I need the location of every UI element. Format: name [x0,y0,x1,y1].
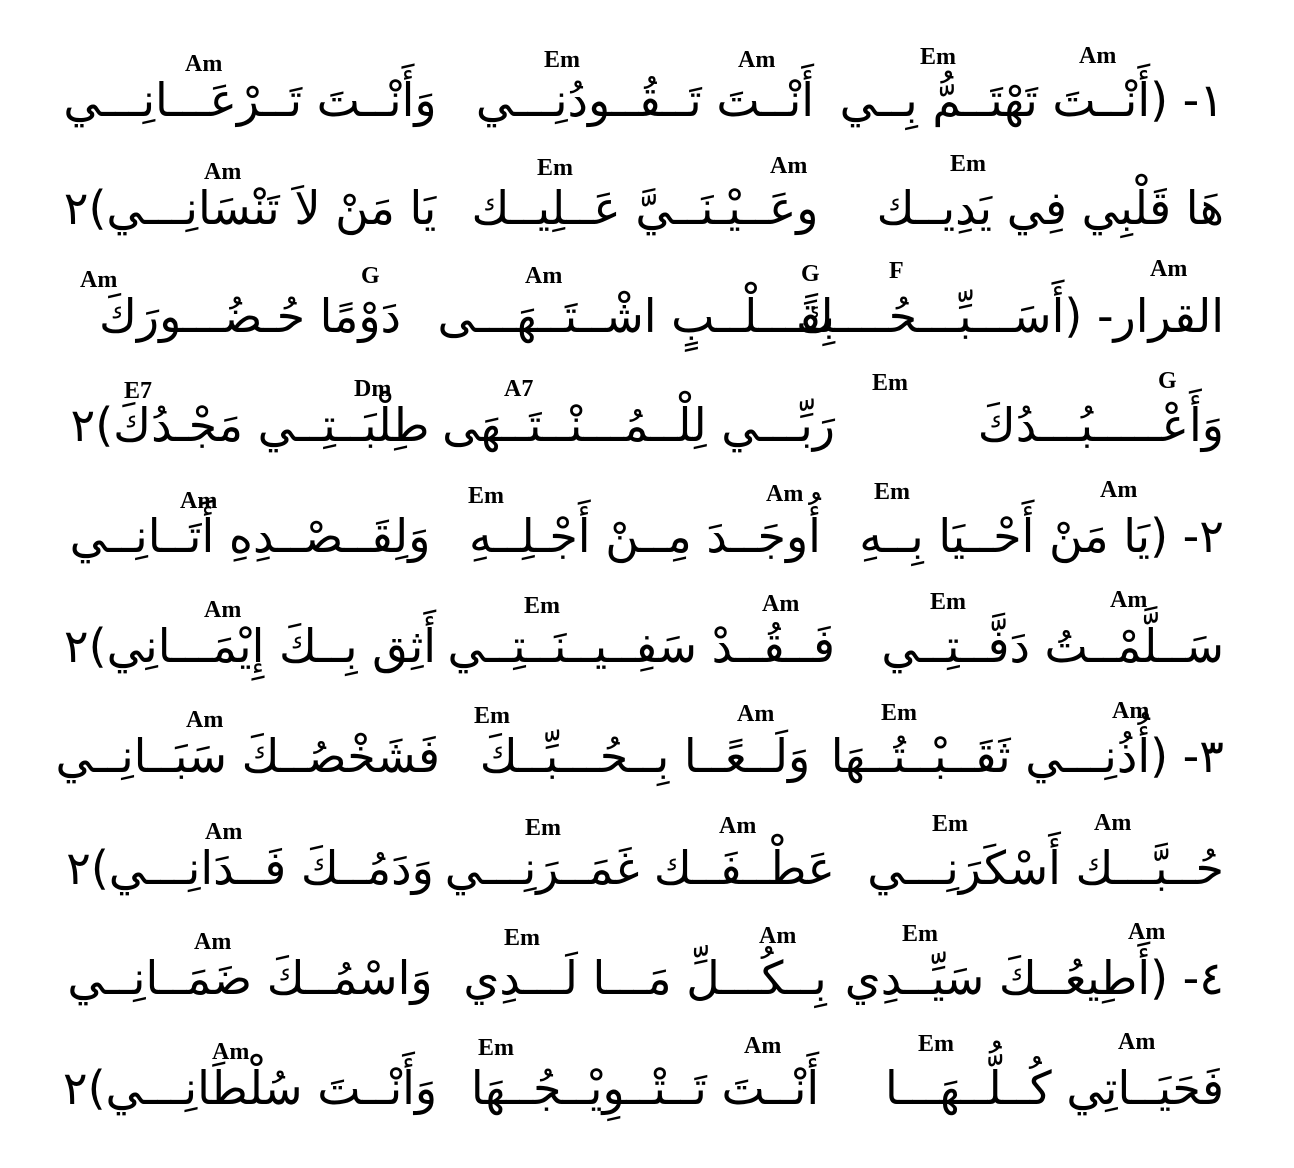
chord-label: Am [185,51,223,77]
lyric-line-left: يَا مَنْ لاَ تَنْسَانِـــي)٢ [63,181,437,235]
verse-row-3 [0,476,1294,588]
chord-label: Em [874,479,910,505]
lyric-line-right: حُــبَّـــك أَسْكَرَنِـــي [867,841,1224,895]
lyric-line-left: طِلْبَــتِــي مَجْـدُكَ)٢ [70,398,430,452]
lyric-line-middle: أَنْــتَ تَــتْــوِيْــجُــهَا [470,1061,820,1115]
chord-label: Em [525,815,561,841]
chord-label: Am [1100,477,1138,503]
lyric-line-middle: عَطْــفَــك غَمَــرَنِـــي [444,841,835,895]
lyric-line-left: دَوْمًا حُـضُـــورَكَ [98,289,402,343]
lyric-line-middle: رَبِّـــي لِلْــمُـــنْــتَــهَى [442,398,835,452]
chord-label: Am [525,263,563,289]
lyric-line-right: ٤- (أَطِيعُــكَ سَيِّــدِي [844,951,1224,1005]
chord-label: Am [1094,810,1132,836]
chord-label: Am [762,591,800,617]
chord-label: Em [902,921,938,947]
chord-label: Am [737,701,775,727]
chord-label: F [889,258,904,284]
chord-label: A7 [504,376,534,402]
verse-row-8 [0,1028,1294,1140]
chord-label: Am [212,1039,250,1065]
chord-label: Em [920,44,956,70]
chord-label: Am [1079,43,1117,69]
lyric-line-left: وَدَمُــكَ فَــدَانِـــي)٢ [66,841,434,895]
lyric-line-middle: بِقَـــلْــبٍ اشْــتَــهَـــى [437,289,835,343]
chorus-row-1 [0,256,1294,368]
lyric-line-middle: بِــكُـــلِّ مَـــا لَـــدِي [463,951,827,1005]
verse-row-4 [0,586,1294,698]
chord-label: Em [504,925,540,951]
chord-label: Em [474,703,510,729]
verse-row-2 [0,148,1294,260]
lyric-line-right: وَأَعْـــــبُـــدُكَ [977,398,1224,452]
chord-label: Em [918,1031,954,1057]
chord-label: Am [204,159,242,185]
chord-label: Am [204,597,242,623]
lyric-line-middle: أُوجَــدَ مِــنْ أَجْـلِــهِ [469,509,821,563]
lyric-line-left: وَاسْمُــكَ ضَمَــانِــي [67,951,433,1005]
chord-label: Em [544,47,580,73]
lyric-line-left: فَشَخْصُــكَ سَبَــانِــي [55,729,440,783]
verse-row-6 [0,808,1294,920]
chord-label: Am [205,819,243,845]
chord-label: Em [468,483,504,509]
lyric-line-middle: وَلَــعًــا بِــحُـــبِّــكَ [479,729,811,783]
chord-label: Am [738,47,776,73]
chord-label: Am [180,488,218,514]
chord-label: Am [1110,587,1148,613]
chord-label: G [361,263,380,289]
chord-label: Am [194,929,232,955]
chord-label: Am [770,153,808,179]
chord-label: Em [930,589,966,615]
lyric-line-middle: فَــقُــدْ سَفِــيــنَــتِــي [447,619,835,673]
lyric-line-middle: وعَــيْـنَــيَّ عَــلِيــك [471,181,819,235]
verse-row-1 [0,40,1294,152]
chord-label: Em [537,155,573,181]
lyric-line-left: وَأَنْــتَ تَــرْعَـــانِـــي [63,73,437,127]
chord-label: Am [766,481,804,507]
lyric-line-right: ٢- (يَا مَنْ أَحْــيَا بِــهِ [859,509,1224,563]
lyric-line-left: وَأَنْــتَ سُلْطَانِـــي)٢ [62,1061,438,1115]
chord-label: Am [1112,698,1150,724]
verse-row-5 [0,696,1294,808]
lyric-line-left: وَلِقَــصْــدِهِ أَتَــانِــي [69,509,431,563]
chord-label: Am [759,923,797,949]
chord-label: Am [1150,256,1188,282]
chord-label: Am [186,707,224,733]
chord-label: Am [1128,919,1166,945]
chord-label: Em [932,811,968,837]
chord-label: Em [950,151,986,177]
chord-label: Dm [354,376,392,402]
chord-label: Em [872,370,908,396]
chord-label: E7 [124,378,153,404]
chord-label: Em [524,593,560,619]
lyric-line-right: ١- (أَنْــتَ تَهْتَــمُّ بِــي [839,73,1224,127]
lyric-line-middle: أَنْــتَ تَــقُــودُنِـــي [475,73,815,127]
verse-row-7 [0,918,1294,1030]
lyric-line-right: هَا قَلْبِي فِي يَدِيــك [876,181,1224,235]
lyric-line-right: فَحَيَــاتِي كُــلُّــهَـــا [885,1061,1224,1115]
chord-label: Am [1118,1029,1156,1055]
chord-label: Em [478,1035,514,1061]
lyric-line-right: سَــلَّمْــتُ دَفَّــتِــي [881,619,1224,673]
lyric-line-right: ٣- (أُذُنِـــي ثَقَــبْــتُــهَا [830,729,1224,783]
chord-label: G [801,261,820,287]
chord-label: Am [744,1033,782,1059]
chord-label: Am [80,267,118,293]
lyric-line-right: القرار- (أَسَـــبِّـــحُــــكَ [795,289,1224,343]
lyric-line-left: أَثِق بِــكَ إِيْمَـــانِي)٢ [63,619,437,673]
chord-label: Em [881,700,917,726]
chorus-row-2 [0,365,1294,477]
chord-label: Am [719,813,757,839]
chord-label: G [1158,368,1177,394]
